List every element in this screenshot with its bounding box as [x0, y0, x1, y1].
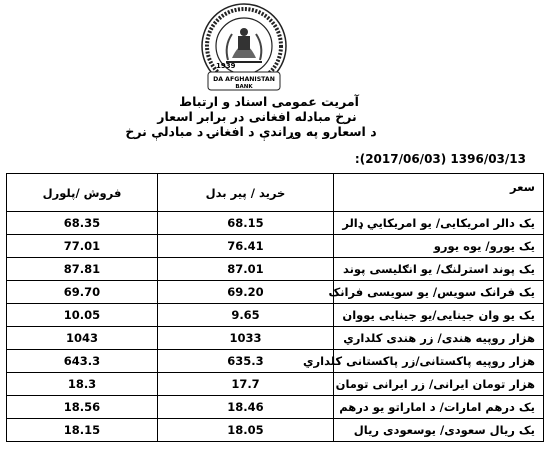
buy-rate: 9.65: [158, 304, 334, 327]
logo-year: 1939: [216, 62, 236, 70]
sell-rate: 18.3: [7, 373, 158, 396]
currency-name: یک دالر امریکایی/ یو امریکایي ډالر: [334, 212, 544, 235]
currency-name: هزار تومان ایرانی/ زر ایرانی تومان: [334, 373, 544, 396]
buy-rate: 18.46: [158, 396, 334, 419]
logo-name-line-1: DA AFGHANISTAN: [213, 76, 275, 83]
buy-rate: 76.41: [158, 235, 334, 258]
table-row: [7, 304, 544, 327]
column-header-buy: خرید / پیر بدل: [158, 174, 334, 212]
buy-rate: 635.3: [158, 350, 334, 373]
heading-title-dari: نرخ مبادله افغانی در برابر اسعار: [157, 109, 357, 124]
sell-rate: 69.70: [7, 281, 158, 304]
buy-rate: 17.7: [158, 373, 334, 396]
sell-rate: 1043: [7, 327, 158, 350]
report-date: :(2017/06/03) 1396/03/13: [354, 152, 526, 166]
currency-name: یک ریال سعودی/ یوسعودی ریال: [334, 419, 544, 442]
table-row: [7, 350, 544, 373]
sell-rate: 643.3: [7, 350, 158, 373]
sell-rate: 10.05: [7, 304, 158, 327]
table-row: [7, 327, 544, 350]
buy-rate: 1033: [158, 327, 334, 350]
currency-name: یک یو وان جینایی/یو جینایی یووان: [334, 304, 544, 327]
currency-name: یک یورو/ یوه یورو: [334, 235, 544, 258]
table-row: [7, 258, 544, 281]
table-row: [7, 373, 544, 396]
currency-name: یک درهم امارات/ د اماراتو یو درهم: [334, 396, 544, 419]
table-row: [7, 212, 544, 235]
currency-name: یک فرانک سویس/ یو سویسی فرانک: [334, 281, 544, 304]
column-header-sell: فروش /پلورل: [7, 174, 158, 212]
buy-rate: 18.05: [158, 419, 334, 442]
table-header-row: [7, 174, 544, 212]
sell-rate: 77.01: [7, 235, 158, 258]
buy-rate: 68.15: [158, 212, 334, 235]
heading-title-pashto: د اسعارو په وړاندې د افغانۍ د مبادلې نرخ: [125, 124, 377, 139]
sell-rate: 87.81: [7, 258, 158, 281]
table-row: [7, 281, 544, 304]
exchange-rate-table: [6, 173, 544, 442]
column-header-currency: سعر: [334, 174, 544, 212]
sell-rate: 18.56: [7, 396, 158, 419]
currency-name: یک پوند استرلنګ/ یو انګلیسی پوند: [334, 258, 544, 281]
currency-name: هزار روپیه پاکستانی/زر پاکستانی کلداري: [334, 350, 544, 373]
buy-rate: 69.20: [158, 281, 334, 304]
table-row: [7, 419, 544, 442]
sell-rate: 18.15: [7, 419, 158, 442]
heading-department: آمریت عمومی اسناد و ارتباط: [179, 94, 359, 109]
logo-name-line-2: BANK: [235, 84, 253, 90]
buy-rate: 87.01: [158, 258, 334, 281]
table-row: [7, 235, 544, 258]
bank-logo: [198, 2, 290, 94]
currency-name: هزار روپیه هندی/ زر هندی کلداري: [334, 327, 544, 350]
sell-rate: 68.35: [7, 212, 158, 235]
table-row: [7, 396, 544, 419]
